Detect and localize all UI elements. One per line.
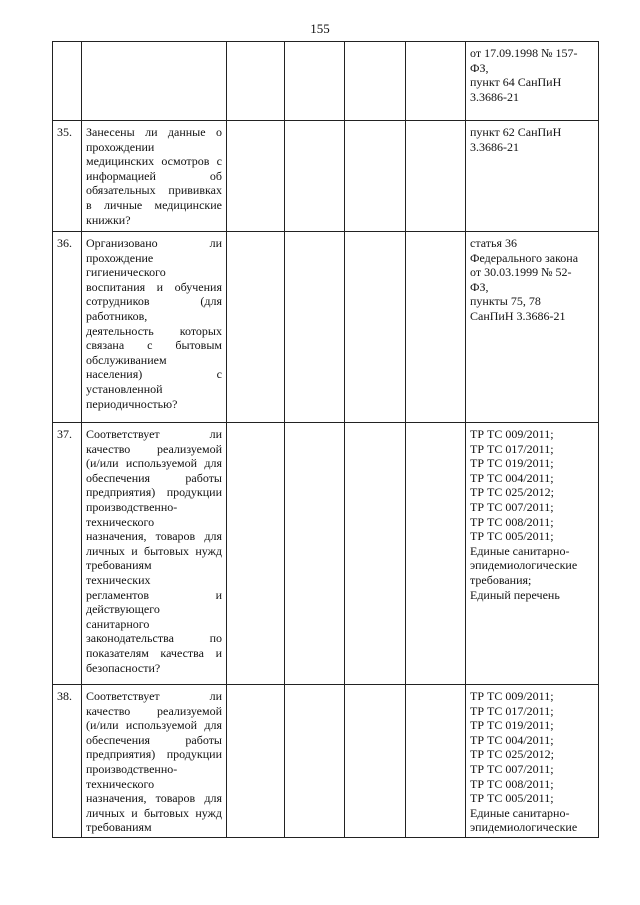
checklist-table — [52, 41, 599, 838]
reference-line: пункты 75, 78 — [470, 294, 541, 309]
question-line: воспитания и обучения — [86, 279, 222, 294]
reference-line: ФЗ, — [470, 279, 489, 294]
reference-line: требования; — [470, 572, 532, 587]
empty-answer-cell — [345, 42, 406, 121]
table-row — [53, 685, 599, 838]
row-number: 38. — [53, 685, 82, 838]
question-line: действующего — [86, 602, 160, 617]
empty-answer-cell — [345, 121, 406, 232]
reference-line: ТР ТС 017/2011; — [470, 441, 554, 456]
empty-answer-cell — [285, 42, 345, 121]
checklist-table-body — [53, 42, 599, 838]
reference-line: ТР ТС 025/2012; — [470, 485, 555, 500]
question-line: в личные медицинские — [86, 197, 222, 212]
reference-line: Единый перечень — [470, 587, 560, 602]
question-line: деятельность которых — [86, 323, 222, 338]
reference-line: ТР ТС 004/2011; — [470, 732, 554, 747]
question-line: предприятия) продукции — [86, 747, 222, 762]
question-line: связана с бытовым — [86, 338, 222, 353]
reference-line: 3.3686-21 — [470, 139, 519, 154]
table-row — [53, 121, 599, 232]
question-line: санитарного — [86, 616, 150, 631]
row-number: 35. — [53, 121, 82, 232]
legal-reference-cell — [466, 42, 599, 121]
reference-line: эпидемиологические — [470, 558, 578, 573]
reference-line: пункт 64 СанПиН — [470, 75, 562, 90]
question-line: информацией об — [86, 168, 222, 183]
empty-answer-cell — [285, 121, 345, 232]
row-number — [53, 42, 82, 121]
empty-answer-cell — [406, 232, 466, 423]
question-line: технического — [86, 776, 155, 791]
question-cell — [82, 423, 227, 685]
reference-line: СанПиН 3.3686-21 — [470, 308, 566, 323]
question-line: личных и бытовых нужд — [86, 543, 222, 558]
question-line: (и/или используемой для — [86, 456, 222, 471]
question-line: медицинских осмотров с — [86, 154, 222, 169]
question-line: личных и бытовых нужд — [86, 805, 222, 820]
question-line: безопасности? — [86, 660, 161, 675]
reference-line: пункт 62 СанПиН — [470, 125, 562, 139]
question-line: производственно- — [86, 499, 178, 514]
question-line: Соответствует ли — [86, 689, 222, 703]
reference-line: ТР ТС 009/2011; — [470, 689, 554, 703]
question-line: работников, — [86, 308, 148, 323]
empty-answer-cell — [227, 232, 285, 423]
question-line: Занесены ли данные о — [86, 125, 222, 139]
reference-line: ТР ТС 008/2011; — [470, 776, 554, 791]
question-line: населения) с — [86, 367, 222, 382]
empty-answer-cell — [345, 232, 406, 423]
question-line: законодательства по — [86, 631, 222, 646]
question-cell — [82, 42, 227, 121]
question-cell — [82, 121, 227, 232]
empty-answer-cell — [227, 121, 285, 232]
empty-answer-cell — [285, 232, 345, 423]
table-row — [53, 423, 599, 685]
empty-answer-cell — [227, 423, 285, 685]
question-line: Соответствует ли — [86, 427, 222, 441]
question-line: обеспечения работы — [86, 470, 222, 485]
empty-answer-cell — [406, 685, 466, 838]
reference-line: ТР ТС 004/2011; — [470, 470, 554, 485]
question-line: качество реализуемой — [86, 703, 222, 718]
reference-line: от 17.09.1998 № 157- — [470, 46, 578, 60]
legal-reference-cell — [466, 685, 599, 838]
legal-reference-cell — [466, 232, 599, 423]
question-line: качество реализуемой — [86, 441, 222, 456]
question-line: технического — [86, 514, 155, 529]
empty-answer-cell — [227, 685, 285, 838]
reference-line: ТР ТС 005/2011; — [470, 529, 554, 544]
reference-line: ТР ТС 017/2011; — [470, 703, 554, 718]
question-line: (и/или используемой для — [86, 718, 222, 733]
reference-line: Единые санитарно- — [470, 543, 570, 558]
question-line: обеспечения работы — [86, 732, 222, 747]
empty-answer-cell — [406, 121, 466, 232]
reference-line: ТР ТС 009/2011; — [470, 427, 554, 441]
reference-line: ТР ТС 005/2011; — [470, 791, 554, 806]
row-number: 36. — [53, 232, 82, 423]
empty-answer-cell — [406, 42, 466, 121]
page-number: 155 — [310, 21, 330, 36]
reference-line: ТР ТС 019/2011; — [470, 456, 554, 471]
empty-answer-cell — [406, 423, 466, 685]
legal-reference-cell — [466, 121, 599, 232]
question-cell — [82, 232, 227, 423]
question-cell — [82, 685, 227, 838]
question-line: периодичностью? — [86, 396, 178, 411]
question-line: требованиям — [86, 820, 152, 835]
reference-line: Единые санитарно- — [470, 805, 570, 820]
question-line: регламентов и — [86, 587, 222, 602]
question-line: назначения, товаров для — [86, 791, 222, 806]
reference-line: ТР ТС 007/2011; — [470, 499, 554, 514]
reference-line: эпидемиологические — [470, 820, 578, 835]
reference-line: статья 36 — [470, 236, 517, 250]
question-line: требованиям — [86, 558, 152, 573]
legal-reference-cell — [466, 423, 599, 685]
reference-line: ФЗ, — [470, 60, 489, 75]
question-line: установленной — [86, 381, 163, 396]
question-line: обслуживанием — [86, 352, 167, 367]
question-line: производственно- — [86, 761, 178, 776]
question-line: Организовано ли — [86, 236, 222, 250]
question-line: показателям качества и — [86, 645, 222, 660]
question-line: прохождении — [86, 139, 155, 154]
empty-answer-cell — [285, 685, 345, 838]
table-row — [53, 232, 599, 423]
question-line: технических — [86, 572, 151, 587]
reference-line: ТР ТС 019/2011; — [470, 718, 554, 733]
empty-answer-cell — [285, 423, 345, 685]
question-line: обязательных прививках — [86, 183, 222, 198]
empty-answer-cell — [345, 685, 406, 838]
question-line: назначения, товаров для — [86, 529, 222, 544]
table-row — [53, 42, 599, 121]
reference-line: ТР ТС 025/2012; — [470, 747, 555, 762]
reference-line: ТР ТС 007/2011; — [470, 761, 554, 776]
question-line: книжки? — [86, 212, 131, 227]
question-line: предприятия) продукции — [86, 485, 222, 500]
question-line: гигиенического — [86, 265, 166, 280]
reference-line: ТР ТС 008/2011; — [470, 514, 554, 529]
reference-line: Федерального закона — [470, 250, 579, 265]
empty-answer-cell — [345, 423, 406, 685]
reference-line: от 30.03.1999 № 52- — [470, 265, 572, 280]
empty-answer-cell — [227, 42, 285, 121]
reference-line: 3.3686-21 — [470, 89, 519, 104]
question-line: прохождение — [86, 250, 154, 265]
row-number: 37. — [53, 423, 82, 685]
question-line: сотрудников (для — [86, 294, 222, 309]
